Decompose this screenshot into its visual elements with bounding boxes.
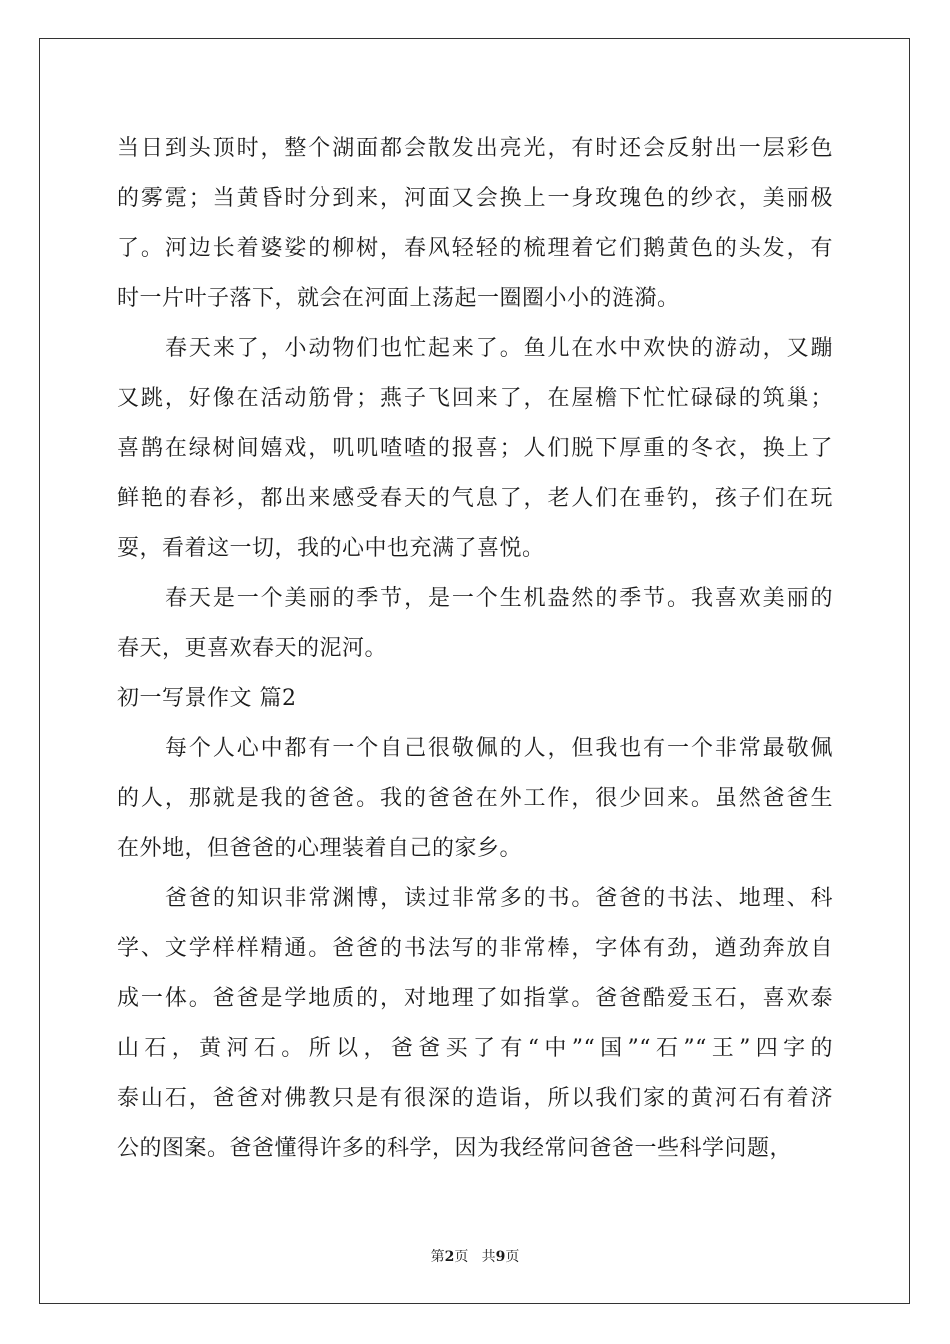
text-line: 春天是一个美丽的季节，是一个生机盎然的季节。我喜欢美丽的: [165, 586, 833, 611]
text-line: 又跳，好像在活动筋骨；燕子飞回来了，在屋檐下忙忙碌碌的筑巢；: [117, 386, 833, 411]
text-line: 春天来了，小动物们也忙起来了。鱼儿在水中欢快的游动，又蹦: [165, 336, 833, 361]
text-line: 学、文学样样精通。爸爸的书法写的非常棒，字体有劲，遒劲奔放自: [117, 936, 833, 961]
text-line: 成一体。爸爸是学地质的，对地理了如指掌。爸爸酷爱玉石，喜欢泰: [117, 986, 833, 1011]
footer-page-suffix: 页: [454, 1249, 469, 1265]
footer-total-pages: 9: [495, 1249, 506, 1265]
text-line: 喜鹊在绿树间嬉戏，叽叽喳喳的报喜；人们脱下厚重的冬衣，换上了: [117, 436, 833, 461]
text-line: 鲜艳的春衫，都出来感受春天的气息了，老人们在垂钓，孩子们在玩: [117, 486, 833, 511]
text-line: 公的图案。爸爸懂得许多的科学，因为我经常问爸爸一些科学问题，: [117, 1136, 793, 1161]
text-line: 爸爸的知识非常渊博，读过非常多的书。爸爸的书法、地理、科: [165, 886, 833, 911]
text-line: 的人，那就是我的爸爸。我的爸爸在外工作，很少回来。虽然爸爸生: [117, 786, 833, 811]
text-line: 山石，黄河石。所以，爸爸买了有“中”“国”“石”“王”四字的: [117, 1036, 833, 1061]
text-line: 春天，更喜欢春天的泥河。: [117, 636, 388, 661]
text-line: 当日到头顶时，整个湖面都会散发出亮光，有时还会反射出一层彩色: [117, 136, 833, 161]
text-line: 的雾霓；当黄昏时分到来，河面又会换上一身玫瑰色的纱衣，美丽极: [117, 186, 833, 211]
document-body: [117, 124, 833, 1174]
footer-total-prefix: 共: [481, 1249, 496, 1265]
section-heading: 初一写景作文 篇2: [117, 686, 297, 711]
footer-total-suffix: 页: [505, 1249, 520, 1265]
footer-page-number: 2: [444, 1249, 455, 1265]
page-footer: [0, 1246, 950, 1266]
text-line: 耍，看着这一切，我的心中也充满了喜悦。: [117, 536, 545, 561]
text-line: 时一片叶子落下，就会在河面上荡起一圈圈小小的涟漪。: [117, 286, 680, 311]
footer-page-prefix: 第: [430, 1249, 445, 1265]
text-line: 每个人心中都有一个自己很敬佩的人，但我也有一个非常最敬佩: [165, 736, 833, 761]
text-line: 了。河边长着婆娑的柳树，春风轻轻的梳理着它们鹅黄色的头发，有: [117, 236, 833, 261]
text-line: 泰山石，爸爸对佛教只是有很深的造诣，所以我们家的黄河石有着济: [117, 1086, 833, 1111]
text-line: 在外地，但爸爸的心理装着自己的家乡。: [117, 836, 523, 861]
